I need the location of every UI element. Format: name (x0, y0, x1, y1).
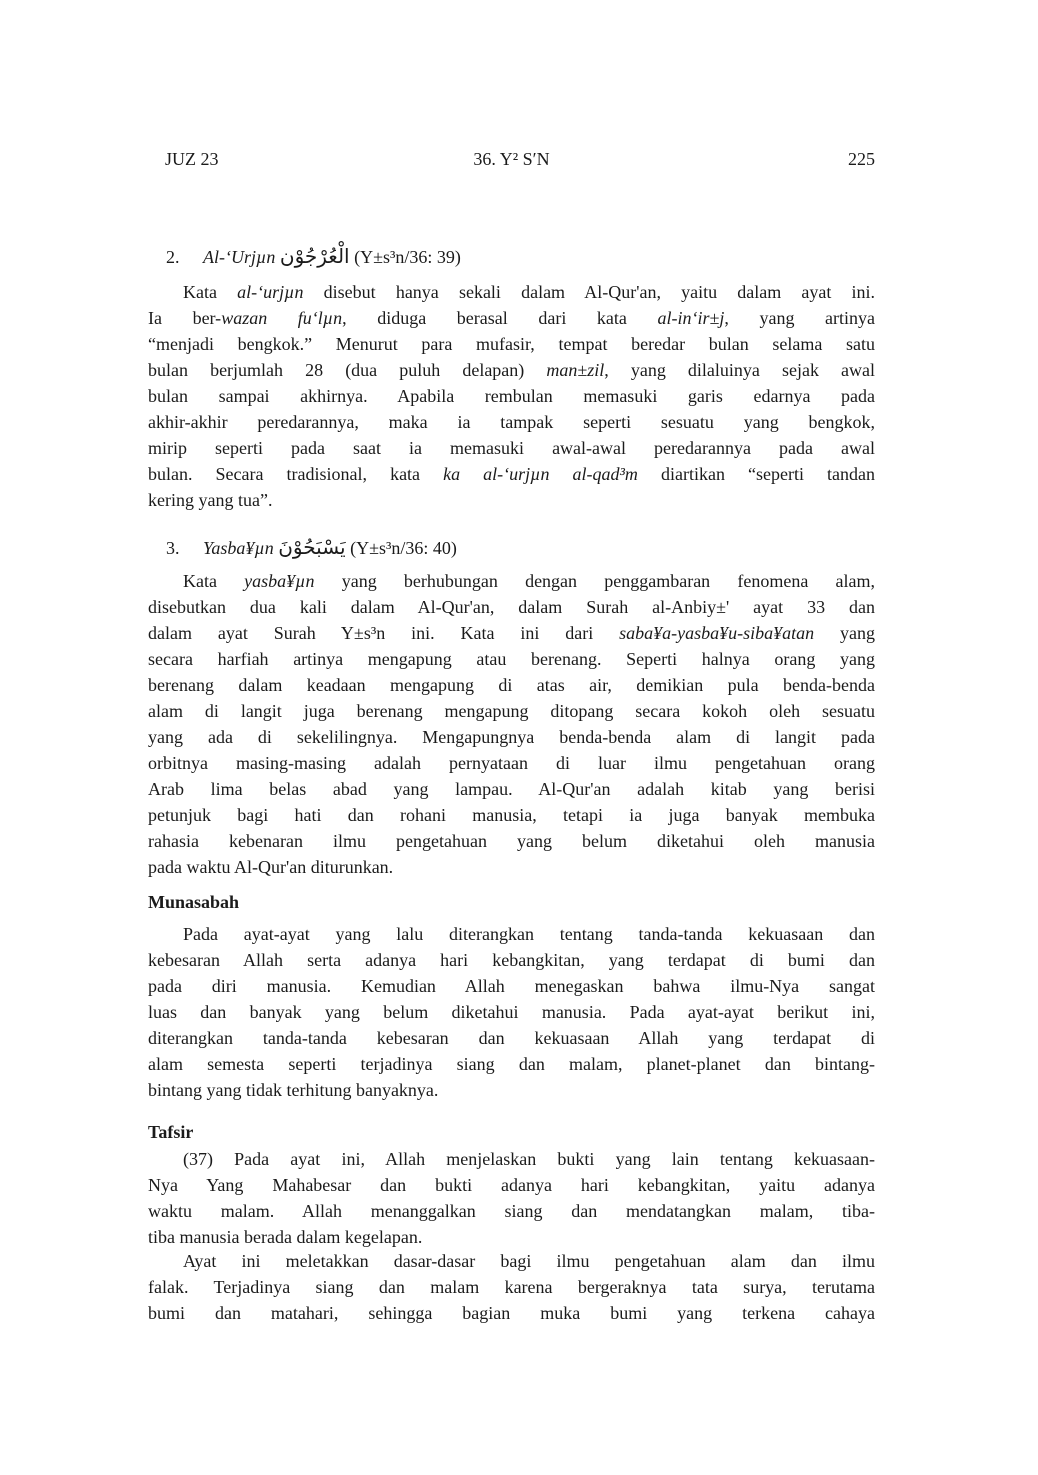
paragraph-tafsir-1 (148, 1146, 875, 1250)
text-run: , yang artinya (724, 308, 875, 328)
text-run: Ia ber- (148, 308, 222, 328)
text-run: yang (814, 623, 875, 643)
munasabah-heading: Munasabah (148, 892, 240, 912)
text-line (148, 1146, 875, 1172)
text-line (148, 672, 875, 698)
term-heading-yasbahun (148, 534, 875, 561)
text-line (148, 279, 875, 305)
running-header (148, 146, 875, 172)
text-run: “menjadi bengkok.” Menurut para mufasir, tempat beredar bulan selama satu (148, 334, 875, 354)
text-run: pada diri manusia. Kemudian Allah menegaskan bahwa ilmu-Nya sangat (148, 976, 875, 996)
text-line (148, 620, 875, 646)
text-run: (Y±s³n/36: 40) (345, 538, 457, 558)
text-run: bulan sampai akhirnya. Apabila rembulan memasuki garis edarnya pada (148, 386, 875, 406)
term-title (203, 244, 461, 268)
text-line (148, 776, 875, 802)
text-run: (37) Pada ayat ini, Allah menjelaskan bukti yang lain tentang kekuasaan- (183, 1149, 875, 1169)
text-line (148, 409, 875, 435)
text-run: pada waktu Al-Qur'an diturunkan. (148, 857, 394, 877)
text-line (148, 1077, 875, 1103)
text-run: kering yang tua”. (148, 490, 273, 510)
header-juz-label: JUZ 23 (165, 149, 219, 169)
text-run: rahasia kebenaran ilmu pengetahuan yang belum diketahui oleh manusia (148, 831, 875, 851)
transliterated-term: ka al-‘urjµn al-qad³m (443, 464, 638, 484)
transliterated-term: al-in‘ir±j (657, 308, 725, 328)
text-run: , yang dilaluinya sejak awal (604, 360, 876, 380)
text-line (148, 305, 875, 331)
arabic-text: الْعُرْجُوْن (279, 244, 350, 268)
transliterated-term: yasba¥µn (244, 571, 315, 591)
text-run: Ayat ini meletakkan dasar-dasar bagi ilmu pengetahuan alam dan ilmu (183, 1251, 875, 1271)
transliterated-term: wazan fu‘lµn (221, 308, 343, 328)
text-run: disebut hanya sekali dalam Al-Qur'an, yaitu dalam ayat ini. (303, 282, 875, 302)
text-run: Nya Yang Mahabesar dan bukti adanya hari kebangkitan, yaitu adanya (148, 1175, 875, 1195)
text-line (148, 1248, 875, 1274)
text-line (148, 698, 875, 724)
transliterated-term: Al-‘Urjµn (203, 247, 280, 267)
transliterated-term: al-‘urjµn (237, 282, 304, 302)
transliterated-term: Yasba¥µn (203, 538, 279, 558)
paragraph-tafsir-2 (148, 1248, 875, 1326)
text-run: Kata (183, 571, 245, 591)
transliterated-term: saba¥a-yasba¥u-siba¥atan (619, 623, 815, 643)
page-number: 225 (848, 149, 875, 169)
term-heading-urjun (148, 243, 875, 270)
text-run: diterangkan tanda-tanda kebesaran dan kekuasaan Allah yang terdapat di (148, 1028, 875, 1048)
text-run: luas dan banyak yang belum diketahui manusia. Pada ayat-ayat berikut ini, (148, 1002, 875, 1022)
text-run: waktu malam. Allah menanggalkan siang dan mendatangkan malam, tiba- (148, 1201, 875, 1221)
text-line (148, 331, 875, 357)
text-line (148, 568, 875, 594)
text-run: bumi dan matahari, sehingga bagian muka bumi yang terkena cahaya (148, 1303, 875, 1323)
text-line (148, 594, 875, 620)
header-surah-title: 36. Y² S′N (473, 149, 550, 169)
text-run: Arab lima belas abad yang lampau. Al-Qur'an adalah kitab yang berisi (148, 779, 875, 799)
term-number: 3. (166, 538, 180, 558)
text-run: orbitnya masing-masing adalah pernyataan di luar ilmu pengetahuan orang (148, 753, 875, 773)
text-run: bulan. Secara tradisional, kata (148, 464, 444, 484)
term-number: 2. (166, 247, 180, 267)
paragraph-urjun (148, 279, 875, 513)
text-line (148, 487, 875, 513)
text-run: kebesaran Allah serta adanya hari kebangkitan, yang terdapat di bumi dan (148, 950, 875, 970)
text-line (148, 1274, 875, 1300)
text-line (148, 724, 875, 750)
text-line (148, 828, 875, 854)
text-run: bintang yang tidak terhitung banyaknya. (148, 1080, 439, 1100)
text-line (148, 435, 875, 461)
text-run: falak. Terjadinya siang dan malam karena bergeraknya tata surya, terutama (148, 1277, 875, 1297)
text-run: diartikan “seperti tandan (637, 464, 875, 484)
text-run: Pada ayat-ayat yang lalu diterangkan tentang tanda-tanda kekuasaan dan (183, 924, 875, 944)
text-line (148, 921, 875, 947)
text-line (148, 1025, 875, 1051)
text-line (148, 750, 875, 776)
text-line (148, 383, 875, 409)
text-line (148, 1198, 875, 1224)
text-run: yang berhubungan dengan penggambaran fenomena alam, (314, 571, 875, 591)
text-line (148, 357, 875, 383)
text-run: alam semesta seperti terjadinya siang dan malam, planet-planet dan bintang- (148, 1054, 875, 1074)
text-line (148, 1300, 875, 1326)
text-run: (Y±s³n/36: 39) (349, 247, 461, 267)
term-title (203, 535, 457, 559)
text-run: disebutkan dua kali dalam Al-Qur'an, dalam Surah al-Anbiy±' ayat 33 dan (148, 597, 875, 617)
paragraph-munasabah (148, 921, 875, 1103)
text-run: mirip seperti pada saat ia memasuki awal-awal peredarannya pada awal (148, 438, 875, 458)
text-line (148, 646, 875, 672)
text-line (148, 973, 875, 999)
transliterated-term: man±zil (546, 360, 605, 380)
text-run: yang ada di sekelilingnya. Mengapungnya benda-benda alam di langit pada (148, 727, 875, 747)
text-run: tiba manusia berada dalam kegelapan. (148, 1227, 423, 1247)
text-run: , diduga berasal dari kata (342, 308, 658, 328)
text-run: Kata (183, 282, 238, 302)
text-line (148, 1051, 875, 1077)
text-line (148, 802, 875, 828)
text-run: berenang dalam keadaan mengapung di atas air, demikian pula benda-benda (148, 675, 875, 695)
text-line (148, 1172, 875, 1198)
arabic-text: يَسْبَحُوْنَ (278, 535, 346, 559)
text-line (148, 1224, 875, 1250)
text-run: dalam ayat Surah Y±s³n ini. Kata ini dari (148, 623, 620, 643)
text-run: petunjuk bagi hati dan rohani manusia, tetapi ia juga banyak membuka (148, 805, 875, 825)
text-run: bulan berjumlah 28 (dua puluh delapan) (148, 360, 547, 380)
paragraph-yasbahun (148, 568, 875, 880)
text-line (148, 461, 875, 487)
text-run: akhir-akhir peredarannya, maka ia tampak seperti sesuatu yang bengkok, (148, 412, 875, 432)
text-run: secara harfiah artinya mengapung atau berenang. Seperti halnya orang yang (148, 649, 875, 669)
text-run: alam di langit juga berenang mengapung ditopang secara kokoh oleh sesuatu (148, 701, 875, 721)
text-line (148, 999, 875, 1025)
text-line (148, 854, 875, 880)
tafsir-heading: Tafsir (148, 1122, 194, 1142)
text-line (148, 947, 875, 973)
